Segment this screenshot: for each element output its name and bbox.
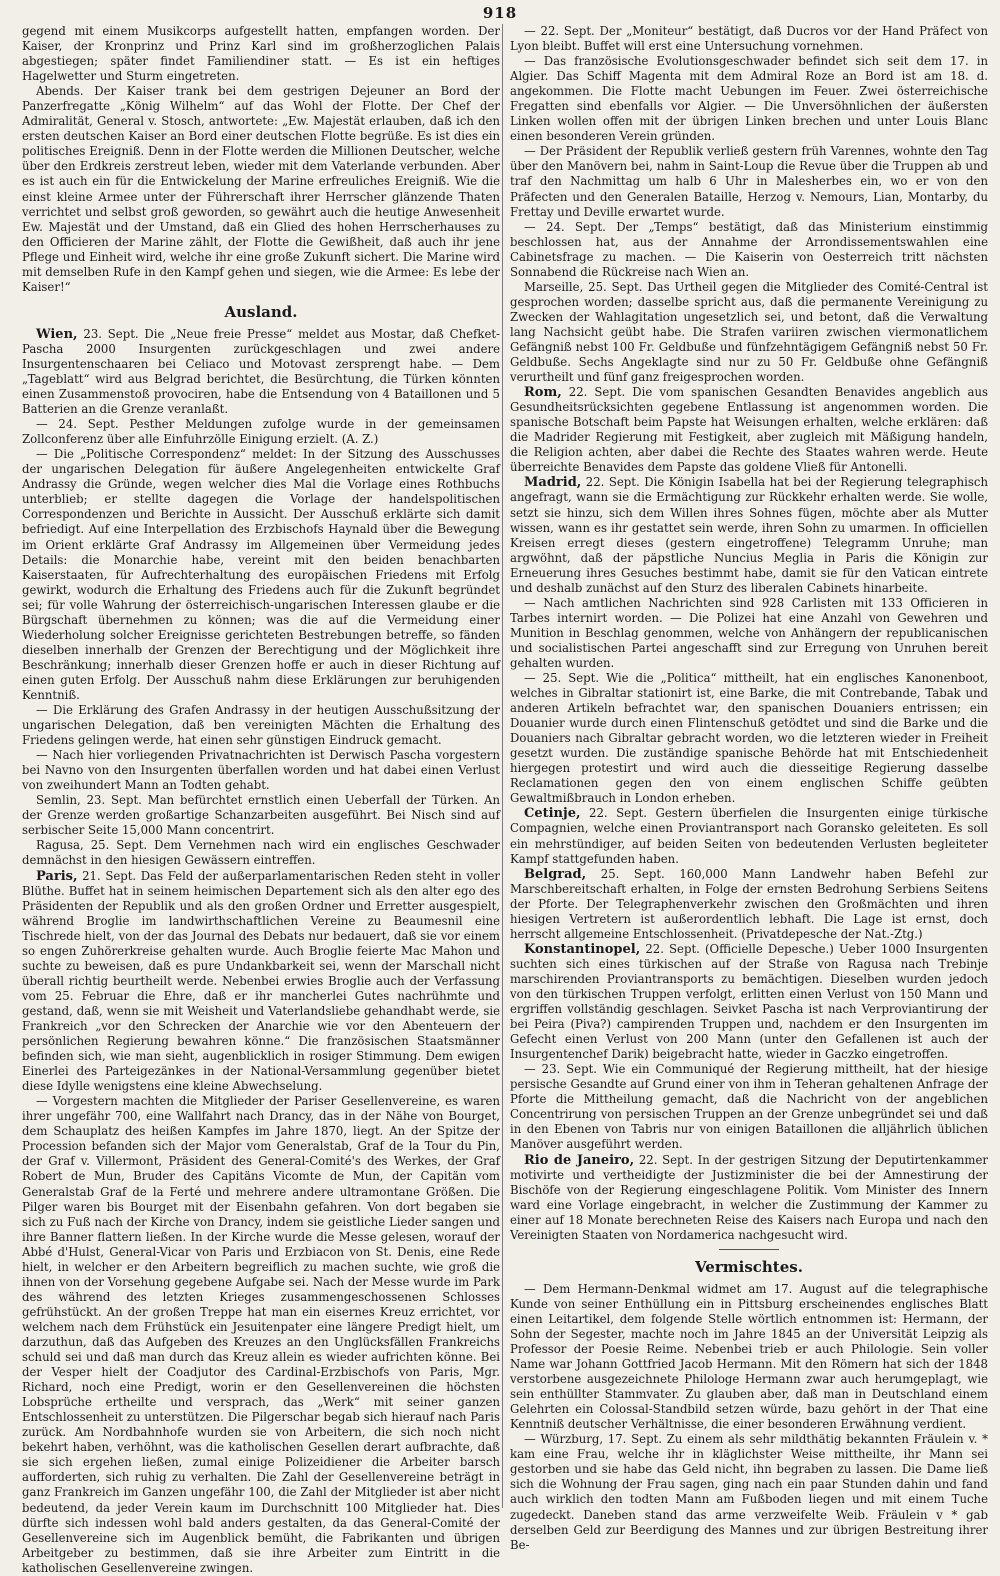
article-paragraph: — 25. Sept. Wie die „Politica“ mittheilt, hat ein englisches Kanonenboot, welches in Gibraltar stationirt ist, eine Barke, die mit Contrebande, Tabak und anderen Artikeln befrachtet war, den spanischen Douaniers entrissen; ein Douanier wurde durch einen Flintenschuß getödtet und sind die Barke und die Douaniers nach Gibraltar gebracht worden, wo die letzteren wieder in Freiheit gesetzt wurden. Die zuständige spanische Behörde hat mit Entschiedenheit hiergegen protestirt und wird auch die diesseitige Regierung dasselbe Reclamationen gegen den von einem englischen Schiffe geübten Gewaltmißbrauch in London erheben.: [510, 671, 988, 806]
article-paragraph: Semlin, 23. Sept. Man befürchtet ernstlich einen Ueberfall der Türken. An der Grenze werden großartige Schanzarbeiten ausgeführt. Bei Nisch sind auf serbischer Seite 15,000 Mann concentrirt.: [22, 793, 500, 838]
article-paragraph: Ragusa, 25. Sept. Dem Vernehmen nach wird ein englisches Geschwader demnächst in den hiesigen Gewässern eintreffen.: [22, 838, 500, 868]
section-heading-ausland: Ausland.: [224, 302, 298, 321]
article-paragraph: — 22. Sept. Der „Moniteur“ bestätigt, daß Ducros vor der Hand Präfect von Lyon bleibt. Buffet will erst eine Untersuchung vornehmen.: [510, 24, 988, 54]
article-paragraph: — Nach hier vorliegenden Privatnachrichten ist Derwisch Pascha vorgestern bei Navno von den Insurgenten überfallen worden und hat dabei einen Verlust von zweihundert Mann an Todten gehabt.: [22, 748, 500, 793]
article-text: 23. Sept. Die „Neue freie Presse“ meldet aus Mostar, daß Chefket-Pascha 2000 Insurgenten zurückgeschlagen und zwei andere Insurgentenschaaren bei Celiaco und Motovast zersprengt habe. — Dem „Tageblatt“ wird aus Belgrad berichtet, die Besürchtung, die Türken könnten einen Zusammenstoß provociren, habe die Entsendung von 4 Bataillonen und 5 Batterien an die Grenze veranlaßt.: [22, 326, 500, 417]
article-text: 22. Sept. (Officielle Depesche.) Ueber 1000 Insurgenten suchten sich eines türkischen auf der Straße von Ragusa nach Trebinje marschirenden Proviantransports zu bemächtigen. Dieselben wurden jedoch von den türkischen Truppen verfolgt, erlitten einen Verlust von 150 Mann und ergriffen vollständig geschlagen. Seivket Pascha ist nach Verproviantirung der bei Peira (Piva?) campirenden Truppen und, nachdem er den Insurgenten im Gefecht einen Verlust von 200 Mann (unter den Gefallenen ist auch der Insurgentenchef Darik) beigebracht hatte, wieder in Gaczko eingetroffen.: [510, 941, 988, 1062]
article-paragraph: — Die Erklärung des Grafen Andrassy in der heutigen Ausschußsitzung der ungarischen Delegation, daß ben vereinigten Mächten die Erhaltung des Friedens gelingen werde, hat einen sehr günstigen Eindruck gemacht.: [22, 703, 500, 748]
dateline-place: Rio de Janeiro,: [524, 1152, 635, 1168]
article-paragraph: — Nach amtlichen Nachrichten sind 928 Carlisten mit 133 Officieren in Tarbes internirt worden. — Die Polizei hat eine Anzahl von Gewehren und Munition in Beschlag genommen, welche von Anhängern der republicanischen und socialistischen Partei angeschafft sind zur Erregung von Unruhen bereit gehalten wurden.: [510, 595, 988, 670]
section-heading-vermischtes: Vermischtes.: [695, 1257, 803, 1276]
right-column: [510, 24, 988, 1552]
article-text: 22. Sept. Die vom spanischen Gesandten Benavides angeblich aus Gesundheitsrücksichten gegebene Entlassung ist angenommen worden. Die spanische Botschaft beim Papste hat Weisungen erhalten, welche erklären: daß die Madrider Regierung mit Festigkeit, aber zugleich mit Mäßigung handeln, die Religion achten, aber dabei die Rechte des Staates wahren werde. Heute überreichte Benavides dem Papste das goldene Vließ für Antonelli.: [510, 385, 988, 475]
article-text: 21. Sept. Das Feld der außerparlamentarischen Reden steht in voller Blüthe. Buffet hat in seinem heimischen Departement sich als den alter ego des Präsidenten der Republik und als den großen Ordner und Erretter ausgespielt, während Broglie im landwirthschaftlichen Vereine zu Beaumesnil eine Tischrede hielt, von der das Journal des Debats nur bedauert, daß sie vor einem so engen Zuhörerkreise gehalten wurde. Auch Broglie feierte Mac Mahon und suchte zu beweisen, daß es pure Undankbarkeit sei, wenn der Marschall nicht überall richtig beurtheilt werde. Nebenbei erwies Broglie auch der Verfassung vom 25. Februar die Ehre, daß er ihr mancherlei Gutes nachrühmte und gestand, daß, wenn sie mit Weisheit und Vaterlandsliebe gehandhabt werde, sie Frankreich „vor den Schrecken der Anarchie wie vor den Abenteuern der persönlichen Regierung bewahren könne.“ Die französischen Staatsmänner befinden sich, wie man sieht, augenblicklich in rosiger Stimmung. Dem ewigen Einerlei des Parteigezänkes in der National-Versammlung gegenüber bietet diese Idylle wenigstens eine kleine Abwechselung.: [22, 868, 500, 1094]
article-text: 22. Sept. Die Königin Isabella hat bei der Regierung telegraphisch angefragt, wann sie die Ermächtigung zur Rückkehr erhalten werde. Sie wolle, setzt sie hinzu, sich dem Willen ihres Sohnes fügen, möchte aber als Mutter wissen, wann es ihr gestattet sein werde, ihren Sohn zu umarmen. In officiellen Kreisen erregt dieses (gestern eingetroffene) Telegramm Unruhe; man argwöhnt, daß der päpstliche Nuncius Meglia in Paris die Königin zur Erneuerung ihres Gesuches bestimmt habe, damit sie für den Vatican eintrete und deshalb zunächst auf den Sturz des liberalen Cabinets hinarbeite.: [510, 475, 988, 595]
article-paragraph: Marseille, 25. Sept. Das Urtheil gegen die Mitglieder des Comité-Central ist gesprochen worden; dasselbe spricht aus, daß die permanente Vereinigung zu Zwecken der Wahlagitation ungesetzlich sei, und betont, daß die Verwaltung lang Nachsicht geübt habe. Die Strafen variiren zwischen viermonatlichem Gefängniß nebst 100 Fr. Geldbuße und fünfzehntägigem Gefängniß nebst 50 Fr. Geldbuße. Sechs Angeklagte sind nur zu 50 Fr. Geldbuße ohne Gefängniß verurtheilt und fünf ganz freigesprochen worden.: [510, 279, 988, 385]
article-paragraph: — Die „Politische Correspondenz“ meldet: In der Sitzung des Ausschusses der ungarischen Delegation für äußere Angelegenheiten entwickelte Graf Andrassy die Gründe, wegen welcher dies Mal die Vorlage eines Rothbuchs unterblieb; er stellte dagegen die Vorlage der handelspolitischen Correspondenzen und Berichte in Aussicht. Der Ausschuß erklärte sich damit befriedigt. Auf eine Interpellation des Erzbischofs Haynald über die Bewegung im Orient erklärte Graf Andrassy im Allgemeinen über Vermeidung jedes Details: die Monarchie habe, vereint mit den beiden benachbarten Kaiserstaaten, für Aufrechterhaltung des europäischen Friedens mit Erfolg gewirkt, wodurch die Erhaltung des Friedens auch für die Zukunft begründet sei; für volle Wahrung der österreichisch-ungarischen Interessen glaube er die Bürgschaft übernehmen zu können; was die auf die Vermeidung einer Wiederholung solcher Ereignisse gerichteten Bestrebungen betreffe, so fänden dieselben innerhalb der Grenzen der Berechtigung und der Möglichkeit ihre Beschränkung; innerhalb dieser Grenzen hoffe er auch in dieser Richtung auf einen guten Erfolg. Der Ausschuß nahm diese Erklärungen zur beruhigenden Kenntniß.: [22, 447, 500, 702]
article-paragraph: — Dem Hermann-Denkmal widmet am 17. August auf die telegraphische Kunde von seiner Enthüllung ein in Pittsburg erscheinendes englisches Blatt einen Leitartikel, dem folgende Stelle wörtlich entnommen ist: Hermann, der Sohn der Segester, machte noch im Jahre 1845 an der Universität Leipzig als Professor der Poesie Reime. Nebenbei trieb er auch Philologie. Sein voller Name war Johann Gottfried Jacob Hermann. Mit den Römern hat sich der 1848 verstorbene ausgezeichnete Philologe Hermann zwar auch herumgeplagt, wie sein enthüllter Stammvater. Zu glauben aber, daß man in Deutschland einem Gelehrten ein Colossal-Standbild setzen würde, bazu gehört in der That eine Kenntniß deutscher Verhältnisse, die einer besonderen Erwähnung verdient.: [510, 1281, 988, 1432]
page-number: 918: [482, 4, 518, 22]
article-text: 22. Sept. Gestern überfielen die Insurgenten einige türkische Compagnien, welche einen Proviantransport nach Goransko geleiteten. Es soll ein mehrstündiger, auf beiden Seiten von bedeutenden Verlusten begleiteter Kampf stattgefunden haben.: [510, 806, 988, 866]
article-paragraph: [510, 867, 988, 942]
column-divider: [502, 24, 503, 1508]
article-paragraph: [510, 806, 988, 866]
article-paragraph: — Vorgestern machten die Mitglieder der Pariser Gesellenvereine, es waren ihrer ungefähr 700, eine Wallfahrt nach Drancy, das in der Nähe von Bourget, dem Schauplatz des heißen Kampfes im Jahre 1870, liegt. An der Spitze der Procession befanden sich der Major vom Generalstab, Graf de la Tour du Pin, der Graf v. Villermont, Präsident des General-Comité's des Werkes, der Graf Robert de Mun, Bruder des Capitäns Vicomte de Mun, der Capitän vom Generalstab Graf de la Ferté und mehrere andere ultramontane Größen. Die Pilger waren bis Bourget mit der Eisenbahn gefahren. Von dort begaben sie sich zu Fuß nach der Kirche von Drancy, indem sie geistliche Lieder sangen und ihre Banner flattern ließen. In der Kirche wurde die Messe gelesen, worauf der Abbé d'Hulst, General-Vicar von Paris und Erzbiacon von St. Denis, eine Rede hielt, in welcher er den Arbeitern begreiflich zu machen suchte, wie groß die ihnen von der Vorsehung gegebene Aufgabe sei. Nach der Messe wurde im Park des während des letzten Krieges zusammengeschossenen Schlosses gefrühstückt. An der großen Treppe hat man ein eisernes Kreuz errichtet, vor welchem nach dem Frühstück ein Jesuitenpater eine längere Predigt hielt, um darzuthun, daß das Aufgeben des Kreuzes an den Unglücksfällen Frankreichs schuld sei und daß man durch das Kreuz allein es wieder aufrichten könne. Bei der Vesper hielt der Coadjutor des Cardinal-Erzbischofs von Paris, Mgr. Richard, noch eine Predigt, worin er den Gesellenvereinen die höchsten Lobsprüche ertheilte und versprach, das „Werk“ mit seiner ganzen Entschlossenheit zu unterstützen. Die Pilgerschar begab sich hierauf nach Paris zurück. Am Nordbahnhofe wurden sie von Arbeitern, die sich noch nicht bekehrt haben, verhöhnt, was die katholischen Gesellen derart aufbrachte, daß sie sich ergehen ließen, zumal einige Polizeidiener die Arbeiter barsch aufforderten, sich ruhig zu verhalten. Die Zahl der Gesellenvereine beträgt in ganz Frankreich im Ganzen ungefähr 100, die Zahl der Mitglieder ist aber nicht bedeutend, da jeder Verein kaum im Durchschnitt 100 Mitglieder hat. Dies dürfte sich indessen wohl bald anders gestalten, da das General-Comité der Gesellenvereine sich im Augenblick bemüht, die Fabrikanten und übrigen Arbeitgeber zu bestimmen, daß sie ihre Arbeiter zum Eintritt in die katholischen Gesellenvereine zwingen.: [22, 1094, 500, 1575]
section-divider: [719, 1249, 779, 1250]
article-paragraph: — Das französische Evolutionsgeschwader befindet sich seit dem 17. in Algier. Das Schiff Magenta mit dem Admiral Roze an Bord ist am 18. d. angekommen. Die Flotte macht Uebungen im Feuer. Zwei österreichische Fregatten sind ebenfalls vor Algier. — Die Unversöhnlichen der äußersten Linken wollen offen mit der übrigen Linken brechen und unter Louis Blanc einen besonderen Verein gründen.: [510, 54, 988, 144]
article-paragraph: — 23. Sept. Wie ein Communiqué der Regierung mittheilt, hat der hiesige persische Gesandte auf Grund einer von ihm in Teheran gehaltenen Anfrage der Pforte die Mittheilung gemacht, daß die Nachricht von der angeblichen Concentrirung von persischen Truppen an der Grenze unbegründet sei und daß in den Ebenen von Tabris nur von einigen Bataillonen die alljährlich üblichen Manöver ausgeführt werden.: [510, 1062, 988, 1152]
article-paragraph: [510, 475, 988, 595]
article-paragraph: gegend mit einem Musikcorps aufgestellt hatten, empfangen worden. Der Kaiser, der Kronprinz und Prinz Karl sind im großherzoglichen Palais abgestiegen; später findet Familiendiner statt. — Es ist ein heftiges Hagelwetter und Sturm eingetreten.: [22, 24, 500, 84]
dateline-place: Paris,: [36, 868, 78, 884]
article-text: 22. Sept. In der gestrigen Sitzung der Deputirtenkammer motivirte und vertheidigte der Justizminister die bei der Amnestirung der Bischöfe von der Regierung eingeschlagene Politik. Vom Minister des Innern ward eine Vorlage eingebracht, in welcher die Zustimmung der Kammer zu einer auf 18 Monate berechneten Reise des Kaisers nach Europa und nach den Vereinigten Staaten von Nordamerica nachgesucht wird.: [510, 1152, 988, 1242]
dateline-place: Cetinje,: [524, 806, 581, 822]
article-paragraph: [510, 1153, 988, 1243]
article-paragraph: — Der Präsident der Republik verließ gestern früh Varennes, wohnte den Tag über den Manövern bei, nahm in Saint-Loup die Revue über die Truppen ab und traf den Nachmittag um halb 6 Uhr in Malesherbes ein, wo er von den Präfecten und den Generalen Bataille, Herzog v. Nemours, Lian, Montarby, du Frettay und Deville erwartet wurde.: [510, 144, 988, 219]
article-paragraph: — Würzburg, 17. Sept. Zu einem als sehr mildthätig bekannten Fräulein v. * kam eine Frau, welche ihr in kläglichster Weise mittheilte, ihr Mann sei gestorben und sie habe das Geld nicht, ihn begraben zu lassen. Die Dame ließ sich die Wohnung der Frau sagen, ging nach ein paar Stunden dahin und fand auch wirklich den todten Mann am Fußboden liegen und mit einem Tuche zugedeckt. Daneben stand das arme verzweifelte Weib. Fräulein v * gab derselben Geld zur Beerdigung des Mannes und zur übrigen Bestreitung ihrer Be-: [510, 1432, 988, 1552]
dateline-place: Madrid,: [524, 475, 582, 491]
article-paragraph: [22, 869, 500, 1095]
article-paragraph: — 24. Sept. Pesther Meldungen zufolge wurde in der gemeinsamen Zollconferenz über alle Einfuhrzölle Einigung erzielt. (A. Z.): [22, 417, 500, 447]
dateline-place: Wien,: [36, 326, 78, 342]
left-column: [22, 24, 500, 1575]
article-paragraph: Abends. Der Kaiser trank bei dem gestrigen Dejeuner an Bord der Panzerfregatte „König Wilhelm“ auf das Wohl der Flotte. Der Chef der Admiralität, General v. Stosch, antwortete: „Ew. Majestät erlauben, daß ich den ersten deutschen Kaiser an Bord einer deutschen Flotte begrüße. Es ist dies ein politisches Ereigniß. Denn in der Flotte werden die Millionen Deutscher, welche über den Erdkreis zerstreut leben, wieder mit dem Vaterlande verbunden. Aber es ist auch ein für die Entwickelung der Marine erfreuliches Ereigniß. Wie die einst kleine Armee unter der Führerschaft ihrer Herrscher glänzende Thaten verrichtet und selbst groß geworden, so gewährt auch die heutige Anwesenheit Ew. Majestät und der Umstand, daß ein Glied des hohen Herrscherhauses zu den Officieren der Marine zählt, der Flotte die Gewißheit, daß auch ihr jene Pflege und Einheit wird, welche ihr eine große Zukunft sichert. Die Marine wird mit demselben Rufe in den Kampf gehen und siegen, wie die Armee: Es lebe der Kaiser!“: [22, 84, 500, 294]
article-paragraph: [510, 942, 988, 1062]
dateline-place: Rom,: [524, 385, 562, 401]
dateline-place: Belgrad,: [524, 866, 587, 882]
dateline-place: Konstantinopel,: [524, 941, 641, 957]
article-text: 25. Sept. 160,000 Mann Landwehr haben Befehl zur Marschbereitschaft erhalten, in Folge der ernsten Bedrohung Serbiens Seitens der Pforte. Der Telegraphenverkehr zwischen den Großmächten und ihren hiesigen Vertretern ist außerordentlich lebhaft. Die Lage ist ernst, doch herrscht allgemeine Entschlossenheit. (Privatdepesche der Nat.-Ztg.): [510, 866, 988, 941]
article-paragraph: [22, 327, 500, 417]
article-paragraph: [510, 385, 988, 475]
article-paragraph: — 24. Sept. Der „Temps“ bestätigt, daß das Ministerium einstimmig beschlossen hat, aus der Annahme der Arrondissementswahlen eine Cabinetsfrage zu machen. — Die Kaiserin von Oesterreich tritt nächsten Sonnabend die Rückreise nach Wien an.: [510, 219, 988, 279]
